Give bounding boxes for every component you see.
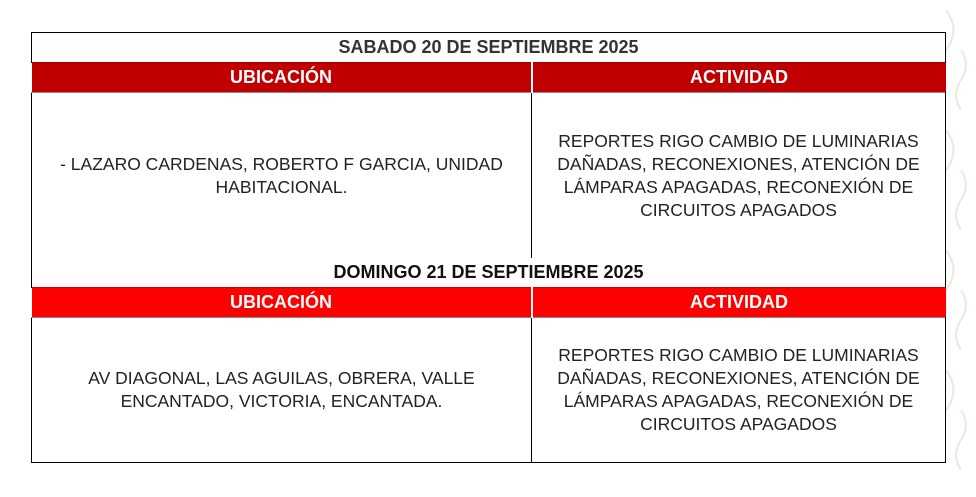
day1-activity-header: ACTIVIDAD [532,63,946,93]
day1-body-row [32,93,946,259]
day1-activity: REPORTES RIGO CAMBIO DE LUMINARIAS DAÑADAS, RECONEXIONES, ATENCIÓN DE LÁMPARAS APAGADAS, RECONEXIÓN DE CIRCUITOS APAGADOS [532,93,946,259]
schedule-table [31,32,946,463]
day1-location: - LAZARO CARDENAS, ROBERTO F GARCIA, UNIDAD HABITACIONAL. [32,93,532,259]
day2-activity-header: ACTIVIDAD [532,288,946,318]
day2-location: AV DIAGONAL, LAS AGUILAS, OBRERA, VALLE ENCANTADO, VICTORIA, ENCANTADA. [32,318,532,463]
day1-location-header: UBICACIÓN [32,63,532,93]
day2-date: DOMINGO 21 DE SEPTIEMBRE 2025 [32,258,946,288]
day2-location-header: UBICACIÓN [32,288,532,318]
day2-header-row [32,288,946,318]
day2-body-row [32,318,946,463]
day2-activity: REPORTES RIGO CAMBIO DE LUMINARIAS DAÑADAS, RECONEXIONES, ATENCIÓN DE LÁMPARAS APAGADAS, RECONEXIÓN DE CIRCUITOS APAGADOS [532,318,946,463]
day1-header-row [32,63,946,93]
day2-date-row [32,258,946,288]
day1-date-row [32,33,946,63]
day1-date: SABADO 20 DE SEPTIEMBRE 2025 [32,33,946,63]
